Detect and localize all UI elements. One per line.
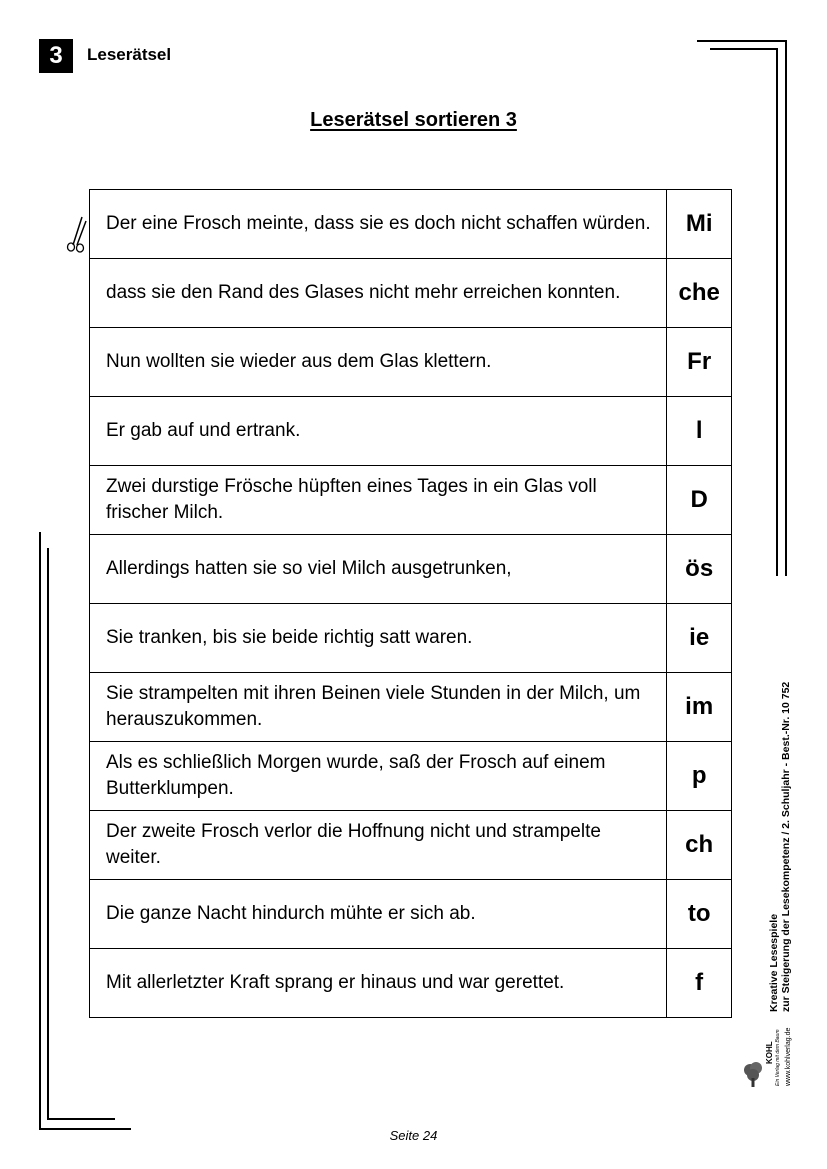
table-row <box>90 535 732 604</box>
tree-logo-icon <box>742 1060 764 1088</box>
sentence-cell: Nun wollten sie wieder aus dem Glas klettern. <box>90 328 667 397</box>
scissors-icon <box>64 215 90 253</box>
sentence-cell: Er gab auf und ertrank. <box>90 397 667 466</box>
syllable-cell: Mi <box>667 190 732 259</box>
syllable-cell: l <box>667 397 732 466</box>
sentence-cell: Der eine Frosch meinte, dass sie es doch nicht schaffen würden. <box>90 190 667 259</box>
table-row <box>90 949 732 1018</box>
table-row <box>90 880 732 949</box>
frame-line <box>47 1118 115 1120</box>
syllable-cell: ös <box>667 535 732 604</box>
sentence-cell: Sie tranken, bis sie beide richtig satt waren. <box>90 604 667 673</box>
publisher-name: KOHL <box>765 1041 774 1064</box>
frame-line <box>776 48 778 576</box>
chapter-title: Leserätsel <box>87 45 172 64</box>
syllable-cell: ie <box>667 604 732 673</box>
syllable-cell: im <box>667 673 732 742</box>
frame-line <box>697 40 787 42</box>
table-row <box>90 397 732 466</box>
frame-line <box>710 48 777 50</box>
sidebar-book-title: Kreative Lesespiele <box>768 913 780 1012</box>
publisher-url: www.kohlverlag.de <box>785 1027 792 1086</box>
syllable-cell: Fr <box>667 328 732 397</box>
syllable-cell: che <box>667 259 732 328</box>
table-row <box>90 742 732 811</box>
page-heading-text: Leserätsel sortieren 3 <box>310 109 517 131</box>
syllable-cell: to <box>667 880 732 949</box>
sentence-cell: Als es schließlich Morgen wurde, saß der Frosch auf einem Butterklumpen. <box>90 742 667 811</box>
puzzle-table <box>89 189 732 1018</box>
frame-line <box>39 532 41 1130</box>
sentence-cell: Sie strampelten mit ihren Beinen viele Stunden in der Milch, um herauszukommen. <box>90 673 667 742</box>
table-row <box>90 811 732 880</box>
table-row <box>90 466 732 535</box>
syllable-cell: f <box>667 949 732 1018</box>
table-row <box>90 190 732 259</box>
sentence-cell: Der zweite Frosch verlor die Hoffnung nicht und strampelte weiter. <box>90 811 667 880</box>
sentence-cell: Mit allerletzter Kraft sprang er hinaus und war gerettet. <box>90 949 667 1018</box>
chapter-number-badge: 3 <box>39 39 73 73</box>
page-heading <box>0 109 827 132</box>
sidebar-book-info: zur Steigerung der Lesekompetenz / 2. Schuljahr - Best.-Nr. 10 752 <box>780 681 792 1012</box>
publisher-slogan: Ein Verlag mit dem Baum <box>775 1029 781 1086</box>
sentence-cell: Zwei durstige Frösche hüpften eines Tages in ein Glas voll frischer Milch. <box>90 466 667 535</box>
sentence-cell: dass sie den Rand des Glases nicht mehr erreichen konnten. <box>90 259 667 328</box>
table-row <box>90 259 732 328</box>
table-row <box>90 673 732 742</box>
table-row <box>90 328 732 397</box>
sentence-cell: Allerdings hatten sie so viel Milch ausgetrunken, <box>90 535 667 604</box>
frame-line <box>47 548 49 1120</box>
syllable-cell: D <box>667 466 732 535</box>
table-row <box>90 604 732 673</box>
syllable-cell: p <box>667 742 732 811</box>
frame-line <box>785 40 787 576</box>
syllable-cell: ch <box>667 811 732 880</box>
page-number: Seite 24 <box>389 1128 438 1143</box>
sentence-cell: Die ganze Nacht hindurch mühte er sich ab. <box>90 880 667 949</box>
